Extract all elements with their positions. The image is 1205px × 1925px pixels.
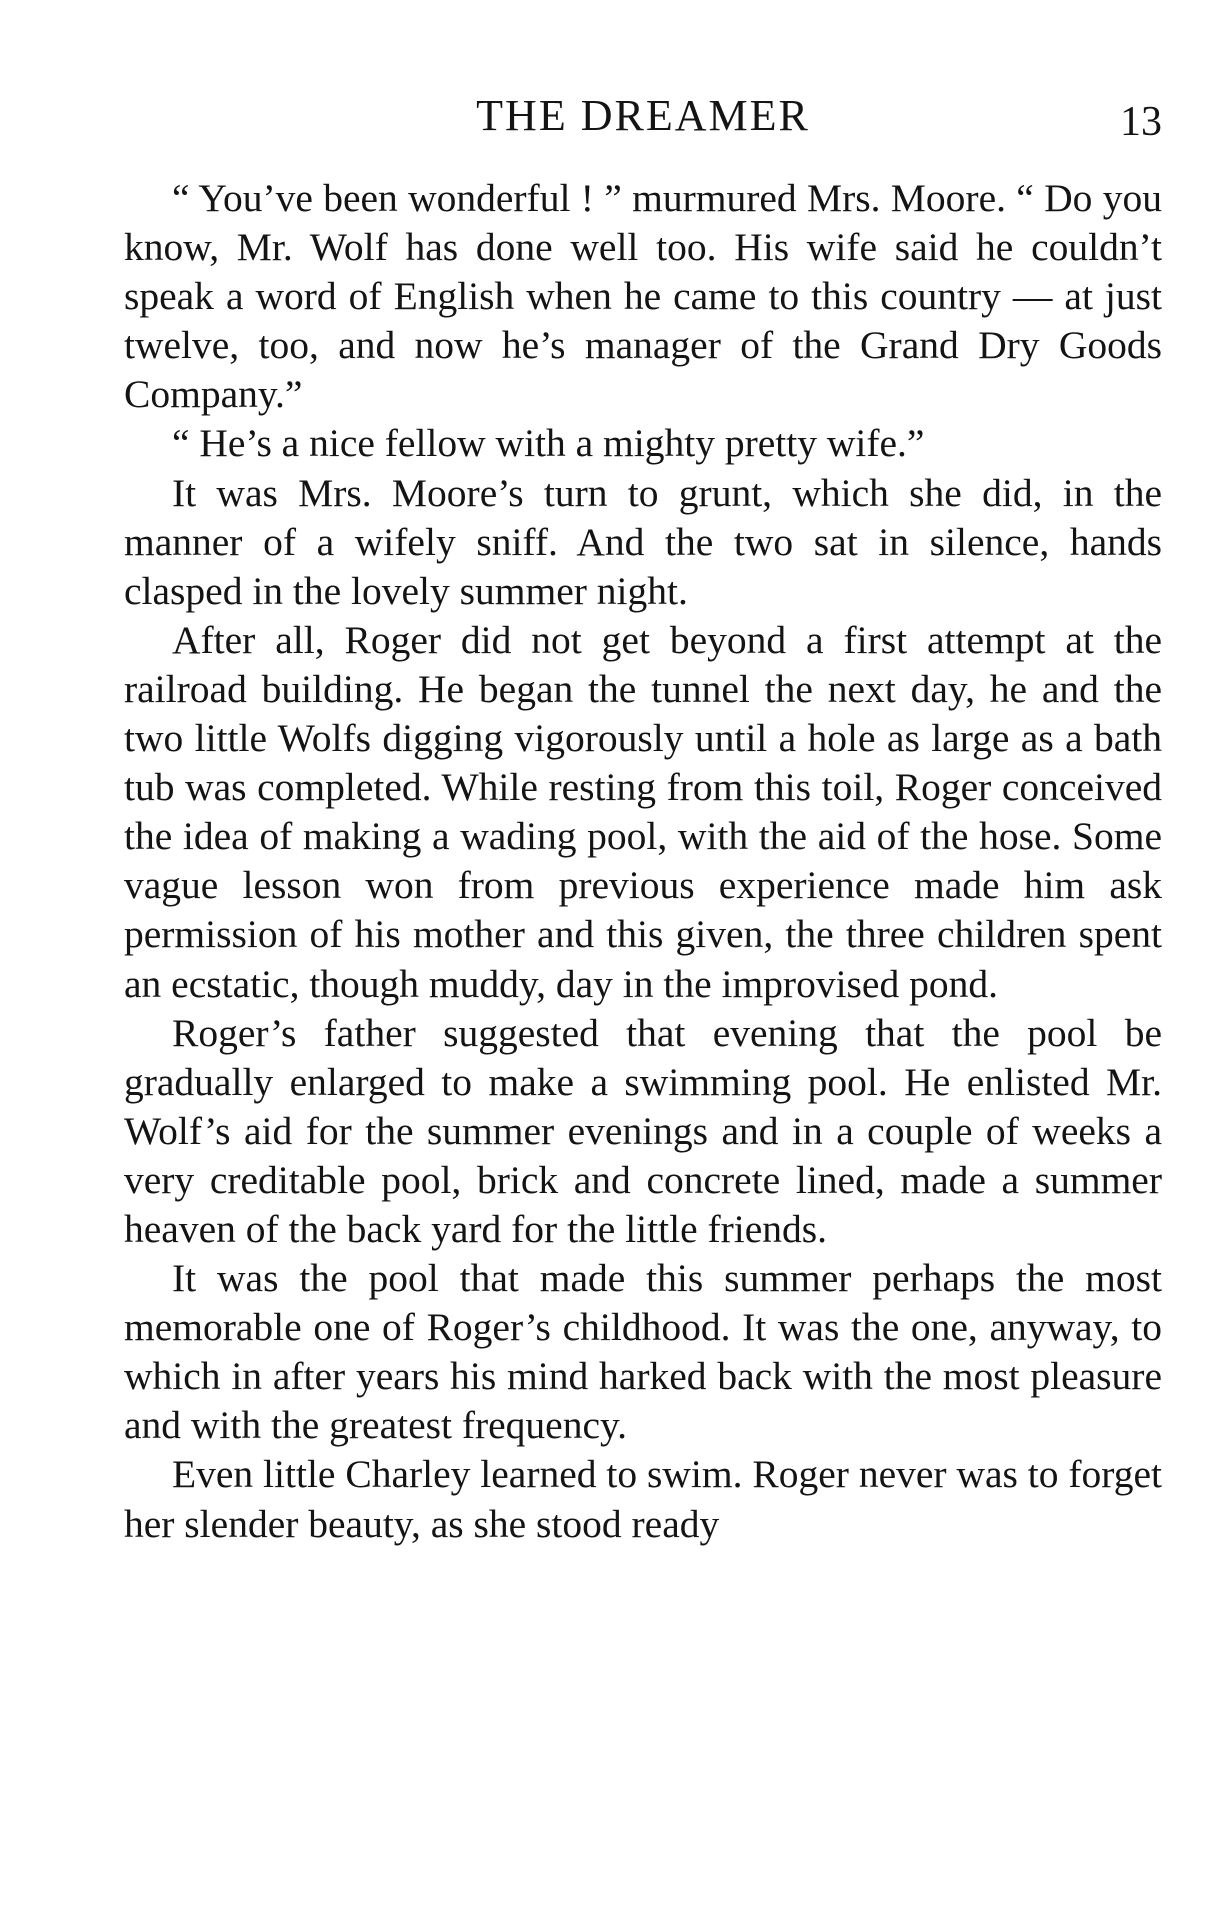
paragraph: “ You’ve been wonderful ! ” murmured Mrs. Moore. “ Do you know, Mr. Wolf has done well too. His wife said he couldn’t speak a word of English when he came to this country — at just twelve, too, and now he’s manager of the Grand Dry Goods Company.” — [124, 176, 1162, 417]
running-title: THE DREAMER — [476, 91, 810, 140]
page-number: 13 — [1120, 99, 1162, 145]
paragraph: Even little Charley learned to swim. Roger never was to forget her slender beauty, as she stood ready — [124, 1452, 1162, 1546]
paragraph: Roger’s father suggested that evening that the pool be gradually enlarged to make a swimming pool. He enlisted Mr. Wolf’s aid for the summer evenings and in a couple of weeks a very creditable pool, brick and concrete lined, made a summer heaven of the back yard for the little friends. — [124, 1010, 1162, 1251]
body-text — [124, 174, 1162, 1549]
running-head — [124, 86, 1162, 146]
paragraph: “ He’s a nice fellow with a mighty pretty wife.” — [172, 421, 925, 466]
paragraph: It was Mrs. Moore’s turn to grunt, which she did, in the manner of a wifely sniff. And the two sat in silence, hands clasped in the lovely summer night. — [124, 470, 1162, 613]
paragraph: After all, Roger did not get beyond a first attempt at the railroad building. He began the tunnel the next day, he and the two little Wolfs digging vigorously until a hole as large as a bath tub was completed. While resting from this toil, Roger conceived the idea of making a wading pool, with the aid of the hose. Some vague lesson won from previous experience made him ask permission of his mother and this given, the three children spent an ecstatic, though muddy, day in the improvised pond. — [124, 617, 1162, 1006]
paragraph: It was the pool that made this summer perhaps the most memorable one of Roger’s childhood. It was the one, anyway, to which in after years his mind harked back with the most pleasure and with the greatest frequency. — [124, 1256, 1162, 1448]
